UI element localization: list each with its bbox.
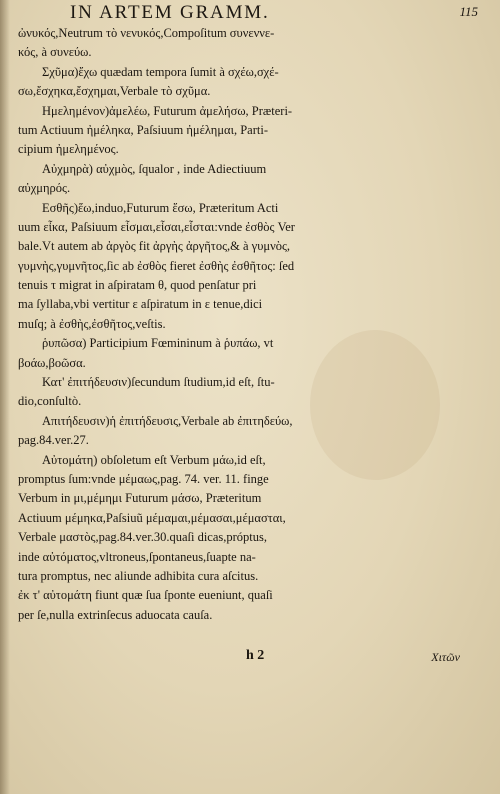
page-gutter-shadow xyxy=(0,0,10,794)
running-head: IN ARTEM GRAMM. xyxy=(70,2,270,23)
text-line: αὐχμηρός. xyxy=(18,181,71,196)
text-line: promptus ſum:vnde μέμαως,pag. 74. ver. 11. finge xyxy=(18,471,269,486)
text-line: bale.Vt autem ab ἀργὸς fit ἀργὴς ἀργῆτος,& à γυμνὸς, xyxy=(18,239,291,254)
text-line: pag.84.ver.27. xyxy=(18,433,89,448)
text-line: Verbale μαστὸς,pag.84.ver.30.quaſi dicas,próptus, xyxy=(18,530,268,545)
text-line: Σχῦμα)ἔχω quædam tempora ſumit à σχέω,σχέ- xyxy=(42,64,279,79)
text-line: muſq; à ἐσθὴς,ἐσθῆτος,veſtis. xyxy=(18,316,166,331)
text-line: per ſe,nulla extrinſecus aduocata cauſa. xyxy=(18,607,213,622)
text-line: tenuis τ migrat in aſpiratam θ, quod penſatur pri xyxy=(18,278,257,293)
text-line: Αὐτομάτη) obſoletum eſt Verbum μάω,id eſt, xyxy=(42,452,266,467)
text-line: tum Actiuum ἠμέληκα, Paſsiuum ἠμέλημαι, Parti- xyxy=(18,122,268,137)
page-header xyxy=(22,2,478,22)
page-footer xyxy=(18,648,460,668)
text-line: Verbum in μι,μέμημι Futurum μάσω, Præteritum xyxy=(18,491,262,506)
text-line: tura promptus, nec aliunde adhibita cura aſcitus. xyxy=(18,568,259,583)
catchword: Χιτῶν xyxy=(431,650,460,664)
text-line: Απιτήδευσιν)ἡ ἐπιτήδευσις,Verbale ab ἐπιτηδεύω, xyxy=(42,413,293,428)
page-number: 115 xyxy=(459,4,478,19)
text-line: Αὐχμηρὰ) αὐχμὸς, ſqualor , inde Adiectiuum xyxy=(42,161,267,176)
signature-mark: h 2 xyxy=(246,648,265,663)
text-line: Εσθῆς)ἕω,induo,Futurum ἕσω, Præteritum Acti xyxy=(42,200,279,215)
text-line: Κατ' ἐπιτήδευσιν)ſecundum ſtudium,id eſt, ſtu- xyxy=(42,375,275,390)
text-line: ἐκ τ' αὐτομάτη fiunt quæ ſua ſponte eueniunt, quaſi xyxy=(18,588,273,603)
body-text xyxy=(18,24,460,625)
text-line: uum εἶκα, Paſsiuum εἷσμαι,εἷσαι,εἷσται:vnde ἐσθὸς Ver xyxy=(18,219,295,234)
text-line: βοάω,βοῶσα. xyxy=(18,355,86,370)
text-line: σω,ἔσχηκα,ἔσχημαι,Verbale τὸ σχῦμα. xyxy=(18,84,211,99)
text-line: γυμνὴς,γυμνῆτος,ſic ab ἐσθὸς fieret ἐσθὴς ἐσθῆτος: ſed xyxy=(18,258,295,273)
text-line: κός, à συνεύω. xyxy=(18,45,92,60)
text-line: ma ſyllaba,vbi vertitur ε aſpiratum in ε tenue,dici xyxy=(18,297,263,312)
text-line: Actiuum μέμηκα,Paſsiuũ μέμαμαι,μέμασαι,μέμασται, xyxy=(18,510,286,525)
text-line: inde αὐτόματος,vltroneus,ſpontaneus,ſuapte na- xyxy=(18,549,256,564)
text-line: cipium ἠμελημένος. xyxy=(18,142,119,157)
text-line: dio,conſultò. xyxy=(18,394,82,409)
text-line: Ημελημένον)ἀμελέω, Futurum ἀμελήσω, Præteri- xyxy=(42,103,293,118)
text-line: ῥυπῶσα) Participium Fœmininum à ῥυπάω, vt xyxy=(42,336,274,351)
text-line: ὠνυκός,Neutrum τὸ νενυκός,Compoſitum συνεννε- xyxy=(18,26,275,40)
